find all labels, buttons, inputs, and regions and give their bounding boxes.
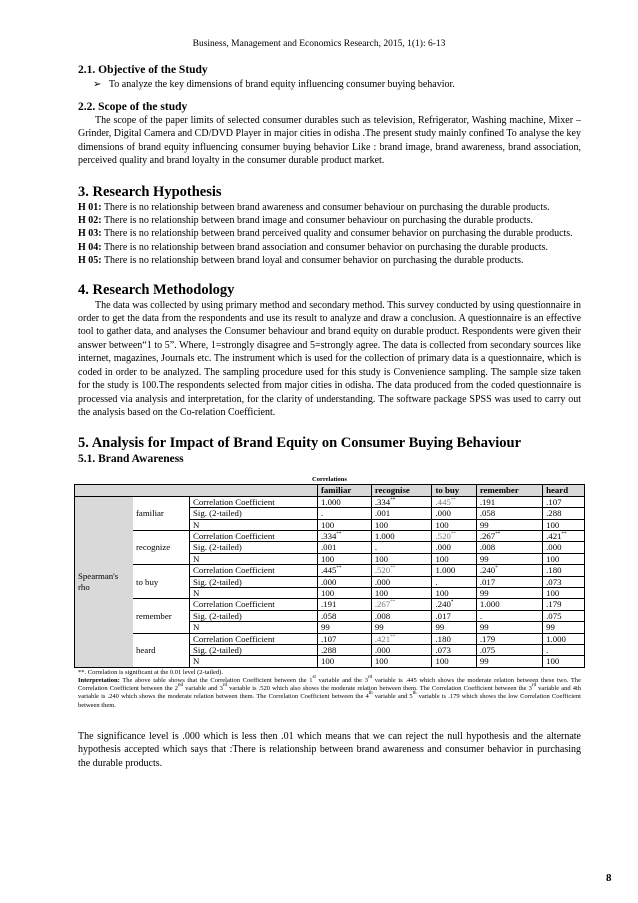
- cell-value: .240: [479, 565, 496, 576]
- table-cell: [476, 622, 542, 633]
- table-cell: [476, 645, 542, 656]
- cell-value: .017: [479, 576, 496, 587]
- hypothesis-label: H 05:: [78, 255, 102, 267]
- statistic-label: N: [190, 519, 318, 530]
- cell-value: 99: [479, 622, 489, 633]
- cell-value: .000: [374, 576, 391, 587]
- table-cell: [476, 587, 542, 598]
- cell-value: .075: [546, 610, 562, 621]
- table-cell: [371, 542, 432, 553]
- table-cell: [317, 576, 371, 587]
- cell-value: .107: [320, 633, 337, 644]
- cell-value: 99: [435, 622, 445, 633]
- cell-value: 99: [479, 519, 489, 530]
- heading-analysis: 5. Analysis for Impact of Brand Equity on Consumer Buying Behaviour: [78, 435, 522, 452]
- table-cell: [543, 519, 585, 530]
- table-cell: [476, 610, 542, 621]
- interpretation-fragment: variable and 3: [183, 685, 223, 693]
- column-header: recognise: [371, 485, 432, 496]
- table-cell: [432, 565, 476, 576]
- table-row: [75, 530, 585, 541]
- table-cell: [543, 565, 585, 576]
- variable-label: to buy: [133, 565, 190, 599]
- cell-value: .179: [546, 599, 562, 610]
- table-cell: [371, 565, 432, 576]
- interpretation-fragment: variable and 5: [372, 693, 413, 701]
- table-cell: [317, 542, 371, 553]
- hypothesis-item: [78, 254, 581, 267]
- interpretation-fragment: variable is .445 which shows the moderate relation between these two. The Correlation Coefficient between the 2: [78, 677, 581, 693]
- hypothesis-item: [78, 227, 581, 240]
- cell-value: 100: [374, 519, 389, 530]
- table-cell: [432, 508, 476, 519]
- table-cell: [371, 587, 432, 598]
- heading-hypothesis: 3. Research Hypothesis: [78, 183, 222, 200]
- table-cell: [476, 576, 542, 587]
- table-cell: [432, 656, 476, 667]
- cell-value: 100: [374, 587, 389, 598]
- cell-value: 100: [320, 587, 335, 598]
- cell-value: 99: [479, 553, 489, 564]
- hypothesis-label: H 03:: [78, 228, 102, 240]
- hypothesis-list: [78, 201, 581, 268]
- table-row: [75, 565, 585, 576]
- cell-value: .445: [320, 565, 337, 576]
- table-cell: [317, 622, 371, 633]
- table-cell: [543, 599, 585, 610]
- table-cell: [476, 656, 542, 667]
- interpretation-fragment: variable and the 3: [315, 677, 368, 685]
- significance-marker: *: [495, 566, 498, 572]
- cell-value: .001: [374, 508, 391, 519]
- cell-value: .000: [546, 542, 562, 553]
- table-cell: [476, 542, 542, 553]
- hypothesis-text: There is no relationship between brand perceived quality and consumer behavior on purchasing the durable products.: [103, 228, 573, 240]
- statistic-label: Correlation Coefficient: [190, 633, 318, 644]
- table-row: [75, 599, 585, 610]
- hypothesis-text: There is no relationship between brand awareness and consumer behaviour on purchasing the durable products.: [103, 201, 550, 213]
- hypothesis-text: There is no relationship between brand association and consumer behavior on purchasing the durable products.: [103, 241, 548, 253]
- table-cell: [476, 553, 542, 564]
- statistic-label: Correlation Coefficient: [190, 565, 318, 576]
- interpretation-fragment: variable is .520 which also shows the moderate relation between them. The Correlation Coefficient between the 3: [227, 685, 532, 693]
- table-cell: [371, 633, 432, 644]
- table-cell: [317, 553, 371, 564]
- table-cell: [432, 542, 476, 553]
- table-cell: [432, 519, 476, 530]
- cell-value: .: [546, 645, 549, 655]
- cell-value: .: [374, 542, 378, 553]
- table-cell: [371, 656, 432, 667]
- table-footnote: [78, 669, 581, 710]
- cell-value: .017: [435, 610, 451, 621]
- cell-value: 100: [435, 587, 449, 598]
- table-cell: [543, 508, 585, 519]
- cell-value: 100: [546, 519, 560, 530]
- cell-value: .445: [435, 496, 451, 507]
- cell-value: 100: [320, 656, 335, 667]
- table-cell: [476, 519, 542, 530]
- ordinal-suffix: rd: [222, 683, 228, 689]
- heading-brand-awareness: 5.1. Brand Awareness: [78, 453, 184, 466]
- cell-value: 1.000: [479, 599, 500, 610]
- table-cell: [432, 530, 476, 541]
- table-cell: [317, 599, 371, 610]
- methodology-paragraph: The data was collected by using primary method and secondary method. This survey conducted by using questionnaire in order to get the data from the respondents and use its result to analyze and draw a conclusion. A questionnaire is an effective tool to gather data, and analyses the Consumer behaviour and brand equity on durable product. Respondents were given their answer between“1 to 5”. Where, 1=strongly disagree and 5=strongly agree. The data is collected from secondary sources like internet, magazines, Journals etc. The instrument which is used for the collection of primary data is a questionnaire, which is coded in order to be analyzed. The sampling procedure used for this study is Convenience sampling. The sample size taken for the study is 100.The respondents selected from major cities in odisha. The data produced from the coded questionnaire is processed via analysis and interpretation, for the clarity of understanding. The software package SPSS was used to carry out the analysis based on the Co-relation Coefficient.: [78, 299, 581, 418]
- cell-value: .267: [374, 599, 391, 610]
- cell-value: .107: [546, 496, 562, 507]
- table-cell: [371, 508, 432, 519]
- table-cell: [371, 530, 432, 541]
- significance-marker: **: [495, 531, 501, 537]
- statistic-label: Sig. (2-tailed): [190, 645, 318, 656]
- correlations-table: [74, 484, 585, 668]
- table-cell: [432, 633, 476, 644]
- table-cell: [432, 610, 476, 621]
- column-header: familiar: [317, 485, 371, 496]
- statistic-label: N: [190, 656, 318, 667]
- running-head: Business, Management and Economics Research, 2015, 1(1): 6-13: [192, 39, 446, 49]
- cell-value: .: [479, 610, 483, 621]
- conclusion-paragraph: The significance level is .000 which is less then .01 which means that we can reject the null hypothesis and the alternate hypothesis accepted which says that :There is relationship between brand awareness and consumer behavior in purchasing the durable products.: [78, 730, 581, 769]
- table-cell: [476, 508, 542, 519]
- cell-value: .520: [374, 565, 391, 576]
- statistic-label: N: [190, 587, 318, 598]
- ordinal-suffix: nd: [178, 683, 183, 689]
- table-cell: [432, 576, 476, 587]
- statistic-label: N: [190, 622, 318, 633]
- table-cell: [317, 656, 371, 667]
- statistic-label: Sig. (2-tailed): [190, 508, 318, 519]
- cell-value: .008: [374, 610, 391, 621]
- table-cell: [543, 530, 585, 541]
- group-label-cell: [75, 496, 134, 667]
- table-cell: [317, 633, 371, 644]
- cell-value: 100: [435, 519, 449, 530]
- cell-value: .075: [479, 645, 496, 655]
- significance-marker: **: [450, 531, 456, 537]
- significance-marker: **: [336, 566, 342, 572]
- statistic-label: Sig. (2-tailed): [190, 542, 318, 553]
- ordinal-suffix: th: [368, 691, 373, 697]
- variable-label: heard: [133, 633, 190, 667]
- table-cell: [371, 645, 432, 656]
- table-header-row: [75, 485, 585, 496]
- interpretation-label: Interpretation:: [78, 677, 120, 685]
- cell-value: 99: [320, 622, 330, 633]
- table-cell: [543, 496, 585, 507]
- cell-value: 100: [546, 656, 560, 667]
- scope-paragraph: The scope of the paper limits of selected consumer durables such as television, Refrigerator, Washing machine, Mixer –Grinder, Digital Camera and CD/DVD Player in major cities in odisha .The present study mainly confined To analyse the key dimensions of brand equity influencing consumer buying behavior Like : brand image, brand awareness, brand association, perceived quality and brand loyalty in the consumer durable product market.: [78, 115, 581, 167]
- table-cell: [317, 519, 371, 530]
- table-cell: [543, 622, 585, 633]
- significance-marker: **: [450, 497, 456, 503]
- column-header: heard: [543, 485, 585, 496]
- group-label: Spearman's rho: [78, 571, 119, 592]
- cell-value: .334: [374, 496, 391, 507]
- table-cell: [432, 496, 476, 507]
- table-cell: [543, 645, 585, 656]
- objective-bullet: [78, 78, 581, 91]
- table-cell: [371, 610, 432, 621]
- table-cell: [543, 576, 585, 587]
- cell-value: 1.000: [374, 530, 395, 541]
- table-cell: [476, 599, 542, 610]
- cell-value: 99: [374, 622, 384, 633]
- cell-value: .000: [435, 542, 451, 553]
- cell-value: .058: [320, 610, 337, 621]
- significance-note: **. Correlation is significant at the 0.01 level (2-tailed).: [78, 668, 223, 676]
- cell-value: 1.000: [320, 496, 341, 507]
- hypothesis-label: H 04:: [78, 241, 102, 253]
- table-cell: [543, 633, 585, 644]
- cell-value: 100: [374, 656, 389, 667]
- table-cell: [476, 496, 542, 507]
- table-cell: [432, 587, 476, 598]
- cell-value: .000: [320, 576, 337, 587]
- heading-objective: 2.1. Objective of the Study: [78, 64, 208, 76]
- objective-text: To analyze the key dimensions of brand equity influencing consumer buying behavior.: [108, 79, 455, 90]
- significance-marker: **: [336, 531, 342, 537]
- table-cell: [371, 576, 432, 587]
- interpretation-fragment: variable is .179 which shows the low Correlation Coefficient between them.: [78, 693, 581, 709]
- ordinal-suffix: th: [412, 691, 417, 697]
- significance-marker: **: [390, 600, 396, 606]
- content: [78, 63, 581, 770]
- interpretation-text: [78, 677, 581, 709]
- variable-label: recognize: [133, 530, 190, 564]
- table-cell: [317, 508, 371, 519]
- table-cell: [371, 599, 432, 610]
- table-cell: [371, 496, 432, 507]
- table-cell: [432, 622, 476, 633]
- heading-scope: 2.2. Scope of the study: [78, 101, 188, 113]
- cell-value: 100: [320, 519, 335, 530]
- table-cell: [476, 530, 542, 541]
- statistic-label: Sig. (2-tailed): [190, 610, 318, 621]
- hypothesis-item: [78, 214, 581, 227]
- ordinal-suffix: rd: [367, 675, 373, 681]
- statistic-label: Correlation Coefficient: [190, 530, 318, 541]
- hypothesis-label: H 01:: [78, 201, 102, 213]
- table-cell: [371, 553, 432, 564]
- cell-value: 1.000: [435, 565, 456, 576]
- cell-value: 1.000: [546, 633, 566, 644]
- table-cell: [543, 542, 585, 553]
- table-cell: [432, 553, 476, 564]
- hypothesis-text: There is no relationship between brand loyal and consumer behavior on purchasing the durable products.: [103, 255, 524, 267]
- ordinal-suffix: st: [312, 675, 316, 681]
- cell-value: .180: [435, 633, 451, 644]
- table-cell: [317, 610, 371, 621]
- cell-value: .334: [320, 530, 337, 541]
- table-cell: [371, 622, 432, 633]
- cell-value: .191: [320, 599, 337, 610]
- table-cell: [371, 519, 432, 530]
- cell-value: .000: [374, 645, 391, 655]
- cell-value: 99: [479, 656, 489, 667]
- header-blank-cell: [75, 485, 318, 496]
- column-header: to buy: [432, 485, 476, 496]
- statistic-label: Correlation Coefficient: [190, 496, 318, 507]
- cell-value: .000: [435, 508, 451, 519]
- cell-value: .001: [320, 542, 337, 553]
- page-number: 8: [606, 872, 612, 884]
- cell-value: 99: [546, 622, 555, 633]
- cell-value: .179: [479, 633, 496, 644]
- heading-methodology: 4. Research Methodology: [78, 281, 235, 298]
- hypothesis-item: [78, 241, 581, 254]
- variable-label: remember: [133, 599, 190, 633]
- column-header: remember: [476, 485, 542, 496]
- table-cell: [317, 587, 371, 598]
- cell-value: .073: [435, 645, 451, 655]
- significance-marker: **: [390, 566, 396, 572]
- cell-value: .288: [546, 508, 562, 519]
- hypothesis-text: There is no relationship between brand image and consumer behaviour on purchasing the durable products.: [103, 215, 533, 227]
- statistic-label: N: [190, 553, 318, 564]
- variable-label: familiar: [133, 496, 190, 530]
- interpretation: [78, 677, 581, 710]
- ordinal-suffix: rd: [531, 683, 537, 689]
- cell-value: 100: [435, 553, 449, 564]
- table-row: [75, 496, 585, 507]
- cell-value: .267: [479, 530, 496, 541]
- cell-value: 100: [435, 656, 449, 667]
- table-cell: [543, 610, 585, 621]
- hypothesis-item: [78, 201, 581, 214]
- cell-value: .180: [546, 565, 562, 576]
- interpretation-fragment: variable and 4th variable is .240 which shows the moderate relation between them. The Correlation Coefficient between the 4: [78, 685, 582, 701]
- table-cell: [543, 587, 585, 598]
- cell-value: 100: [374, 553, 389, 564]
- table-cell: [476, 633, 542, 644]
- significance-marker: **: [390, 634, 396, 640]
- cell-value: .421: [546, 530, 562, 541]
- table-cell: [317, 645, 371, 656]
- arrow-bullet-icon: ➢: [93, 79, 102, 90]
- cell-value: .520: [435, 530, 451, 541]
- cell-value: 100: [546, 553, 560, 564]
- table-cell: [476, 565, 542, 576]
- table-cell: [317, 530, 371, 541]
- table-cell: [543, 656, 585, 667]
- statistic-label: Sig. (2-tailed): [190, 576, 318, 587]
- table-cell: [432, 599, 476, 610]
- cell-value: .421: [374, 633, 391, 644]
- table-cell: [317, 565, 371, 576]
- cell-value: .191: [479, 496, 496, 507]
- table-cell: [317, 496, 371, 507]
- cell-value: .288: [320, 645, 337, 655]
- table-cell: [543, 553, 585, 564]
- significance-marker: *: [450, 600, 454, 606]
- cell-value: .008: [479, 542, 496, 553]
- table-cell: [432, 645, 476, 656]
- significance-marker: **: [561, 531, 567, 537]
- cell-value: .073: [546, 576, 562, 587]
- interpretation-fragment: The above table shows that the Correlation Coefficient between the 1: [122, 677, 313, 685]
- hypothesis-label: H 02:: [78, 215, 102, 227]
- cell-value: .: [320, 508, 324, 519]
- statistic-label: Correlation Coefficient: [190, 599, 318, 610]
- significance-marker: **: [390, 497, 396, 503]
- table-caption: Correlations: [312, 476, 347, 484]
- cell-value: .: [435, 576, 438, 587]
- cell-value: .240: [435, 599, 451, 610]
- cell-value: 99: [479, 587, 489, 598]
- table-row: [75, 633, 585, 644]
- cell-value: 100: [320, 553, 335, 564]
- cell-value: 100: [546, 587, 560, 598]
- cell-value: .058: [479, 508, 496, 519]
